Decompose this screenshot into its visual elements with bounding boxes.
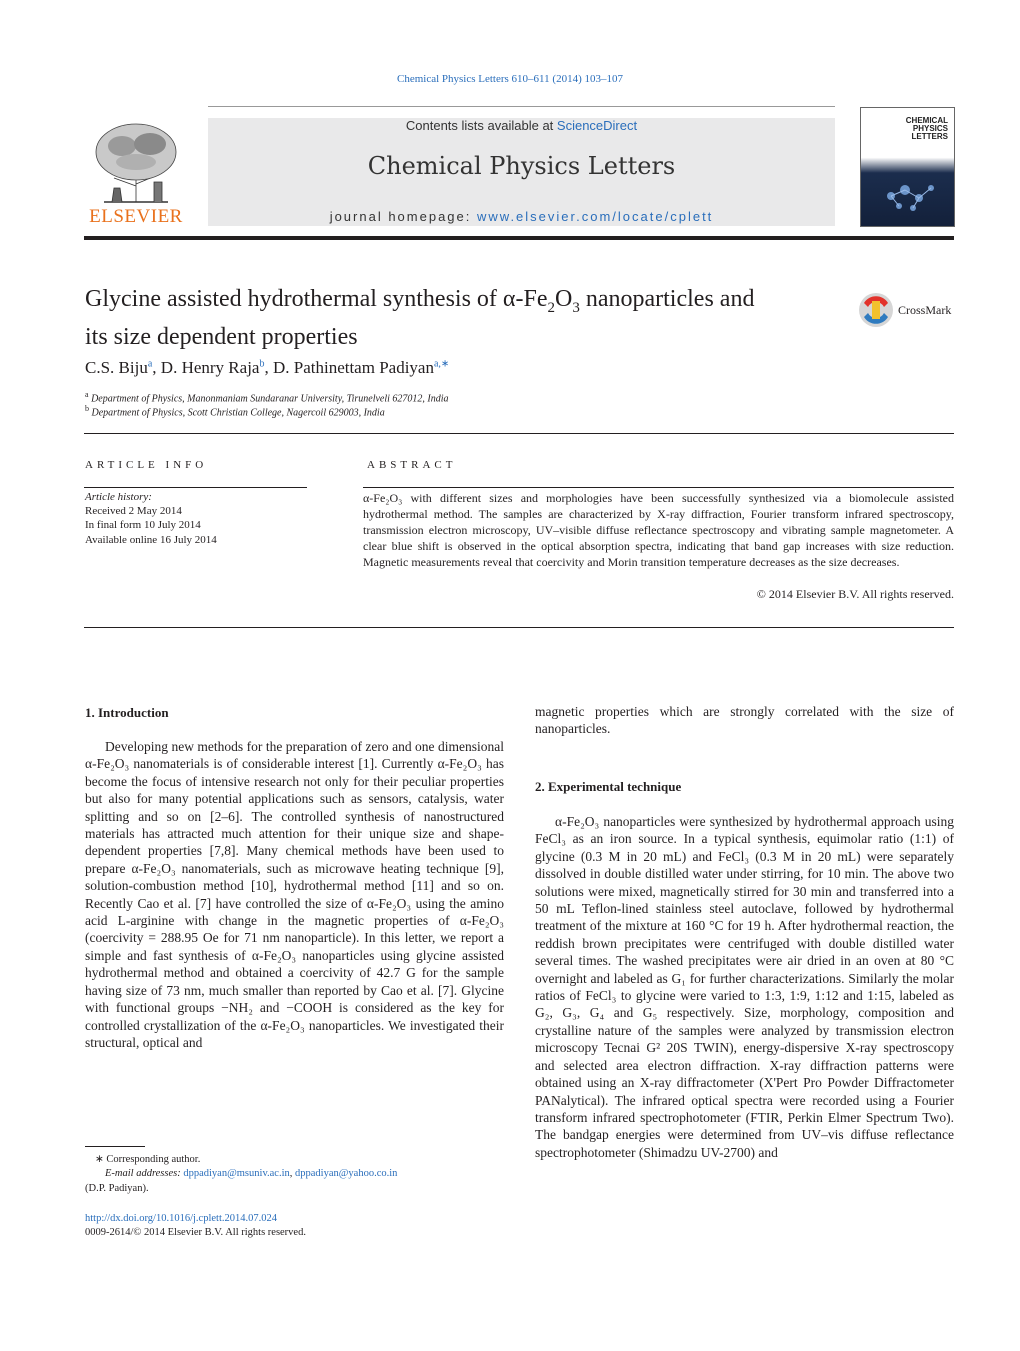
- article-info-rule: [84, 487, 307, 488]
- affiliation-mark: a: [85, 390, 89, 399]
- author-name[interactable]: D. Pathinettam Padiyan: [272, 358, 434, 377]
- header-thick-rule: [84, 236, 954, 240]
- section-heading-introduction: 1. Introduction: [85, 705, 169, 720]
- cover-molecule-image: [861, 168, 954, 226]
- article-title-line1: [85, 285, 845, 323]
- title-subscript-3: 3: [572, 299, 580, 316]
- email-label: E-mail addresses:: [105, 1168, 181, 1179]
- abstract-divider: [84, 627, 954, 628]
- affiliation-text: Department of Physics, Manonmaniam Sundaranar University, Tirunelveli 627012, India: [91, 393, 449, 405]
- abstract-rule: [363, 487, 954, 488]
- title-text-a: Glycine assisted hydrothermal synthesis of α-Fe: [85, 286, 548, 312]
- email-owner: (D.P. Padiyan).: [85, 1183, 149, 1194]
- cover-title: [861, 117, 954, 141]
- article-title: [85, 285, 845, 352]
- section-heading-experimental: 2. Experimental technique: [535, 779, 682, 794]
- affiliation-text: Department of Physics, Scott Christian College, Nagercoil 629003, India: [91, 407, 385, 419]
- author-list: C.S. Biju$^a$, D. Henry Raja$^b$, D. Pathinettam Padiyan$^{a,∗}$: [85, 358, 450, 377]
- history-online: Available online 16 July 2014: [85, 534, 217, 546]
- author-affil-mark[interactable]: a,∗: [433, 358, 450, 370]
- cover-title-line3: LETTERS: [911, 132, 948, 141]
- journal-reference[interactable]: Chemical Physics Letters 610–611 (2014) 103–107: [397, 73, 623, 85]
- abstract-text: α-Fe₂O₃ with different sizes and morphologies have been successfully synthesized via a biomolecule assisted hydrothermal method. The samples are characterized by X-ray diffraction, Fourier transform infrared spectroscopy, transmission electron microscopy, UV–visible diffuse reflectance spectroscopy and vibrating sample magnetometer. A clear blue shift is observed in the optical absorption spectra, indicating that band gap increases with size reduction. Magnetic measurements reveal that coercivity and Morin transition temperature decreases as the size decreases.: [363, 491, 954, 569]
- journal-cover-thumbnail[interactable]: [860, 107, 955, 227]
- doi-link[interactable]: http://dx.doi.org/10.1016/j.cplett.2014.07.024: [85, 1213, 278, 1224]
- introduction-paragraph: Developing new methods for the preparation of zero and one dimensional α-Fe₂O₃ nanomaterials is of considerable interest [1]. Currently α-Fe₂O₃ has become the focus of intensive research not only for their peculiar properties but also for many potential applications such as sensors, catalysis, water splitting and so on [2–6]. The controlled synthesis of nanostructured materials has attracted much attention for their unique size and shape-dependent properties [7,8]. Many chemical methods have been used to prepare α-Fe₂O₃ nanomaterials, such as microwave heating technique [9], solution-combustion method [10], hydrothermal method [11] and so on. Recently Cao et al. [7] have controlled the size of α-Fe₂O₃ using the amino acid L-arginine with change in the magnetic properties of α-Fe₂O₃ (coercivity = 288.95 Oe for 71 nm nanoparticle). In this letter, we report a simple and fast synthesis of α-Fe₂O₃ nanoparticles using glycine assisted hydrothermal method and obtained a coercivity of 42.7 G for the sample having size of 73 nm, much smaller than reported by Cao et al. [7]. Glycine with functional groups −NH₂ and −COOH is considered as the key for controlled crystallization of the α-Fe₂O₃ nanoparticles. We investigated their structural, optical and: [85, 739, 504, 1050]
- journal-homepage: [208, 209, 835, 224]
- affiliation-divider: [84, 433, 954, 434]
- homepage-prefix: journal homepage:: [329, 209, 477, 224]
- author-affil-mark[interactable]: a: [147, 358, 153, 370]
- email-link-1[interactable]: dppadiyan@msuniv.ac.in: [183, 1168, 290, 1179]
- homepage-link[interactable]: www.elsevier.com/locate/cplett: [477, 209, 714, 224]
- doi-block: [85, 1212, 306, 1240]
- journal-title: Chemical Physics Letters: [367, 152, 676, 180]
- abstract-copyright: © 2014 Elsevier B.V. All rights reserved.: [756, 587, 954, 601]
- footnote-rule: [85, 1146, 145, 1147]
- history-label: Article history:: [85, 491, 152, 503]
- author-name[interactable]: D. Henry Raja: [160, 358, 260, 377]
- experimental-paragraph: α-Fe₂O₃ nanoparticles were synthesized by hydrothermal approach using FeCl₃ as an iron source. In a typical synthesis, equimolar ratio (1:1) of glycine (0.3 M in 20 mL) and FeCl₃ (0.3 M in 20 mL) were separately dissolved in double distilled water under stirring, for 10 min. The above two solutions were mixed, magnetically stirred for 30 min and transferred into a 50 mL Teflon-lined stainless steel autoclave, followed by hydrothermal treatment of the mixture at 160 °C for 19 h. After hydrothermal reaction, the reddish brown precipitates were centrifuged with double distilled water several times. The washed precipitates were air dried in an oven at 80 °C overnight and labeled as G₁ for further characterizations. Similarly the molar ratios of FeCl₃ to glycine were varied to 1:3, 1:9, 1:12 and 1:15, labeled as G₂, G₃, G₄ and G₅ respectively. Size, morphology, composition and crystalline nature of the samples were analyzed by transmission electron microscopy Tecnai G² 20S TWIN), energy-dispersive X-ray spectroscopy and selected area electron diffraction. X-ray diffraction patterns were obtained using an X-ray diffractometer (X'Pert Pro Powder Diffractometer PANalytical). The infrared optical spectra were recorded using a Fourier transform infrared spectrophotometer (FTIR, Perkin Elmer Spectrum Two). The bandgap energies were determined from UV–vis diffuse reflectance spectrophotometer (Shimadzu UV-2700) and: [535, 814, 954, 1160]
- affiliation-b: [85, 404, 385, 418]
- issn-line: 0009-2614/© 2014 Elsevier B.V. All rights reserved.: [85, 1227, 306, 1238]
- title-subscript-2: 2: [547, 299, 555, 316]
- cover-title-line2: PHYSICS: [912, 124, 948, 133]
- title-text-c: nanoparticles and: [579, 286, 755, 312]
- article-info-label: ARTICLE INFO: [85, 459, 208, 471]
- email-line: E-mail addresses: dppadiyan@msuniv.ac.in, dppadiyan@yahoo.co.in: [105, 1168, 398, 1179]
- introduction-body: [85, 738, 504, 1051]
- contents-prefix: Contents lists available at: [405, 118, 557, 133]
- introduction-continued: [535, 703, 954, 738]
- introduction-continued-text: magnetic properties which are strongly correlated with the size of nanoparticles.: [535, 704, 954, 737]
- email-link-2[interactable]: dppadiyan@yahoo.co.in: [295, 1168, 398, 1179]
- contents-line: [208, 118, 835, 133]
- abstract-label: ABSTRACT: [367, 459, 457, 471]
- cover-title-line1: CHEMICAL: [905, 116, 948, 125]
- author-name[interactable]: C.S. Biju: [85, 358, 148, 377]
- corresponding-author-note: ∗ Corresponding author.: [95, 1154, 201, 1165]
- affiliation-mark: b: [85, 404, 89, 413]
- crossmark-label[interactable]: CrossMark: [898, 303, 952, 317]
- history-received: Received 2 May 2014: [85, 505, 182, 517]
- article-title-line2: its size dependent properties: [85, 323, 358, 350]
- elsevier-wordmark: ELSEVIER: [89, 206, 183, 227]
- history-final-form: In final form 10 July 2014: [85, 519, 201, 531]
- affiliation-a: [85, 390, 449, 404]
- experimental-body: [535, 813, 954, 1161]
- author-affil-mark[interactable]: b: [259, 358, 265, 370]
- sciencedirect-link[interactable]: ScienceDirect: [556, 118, 638, 133]
- title-text-b: O: [555, 286, 573, 312]
- header-rule: [208, 106, 835, 107]
